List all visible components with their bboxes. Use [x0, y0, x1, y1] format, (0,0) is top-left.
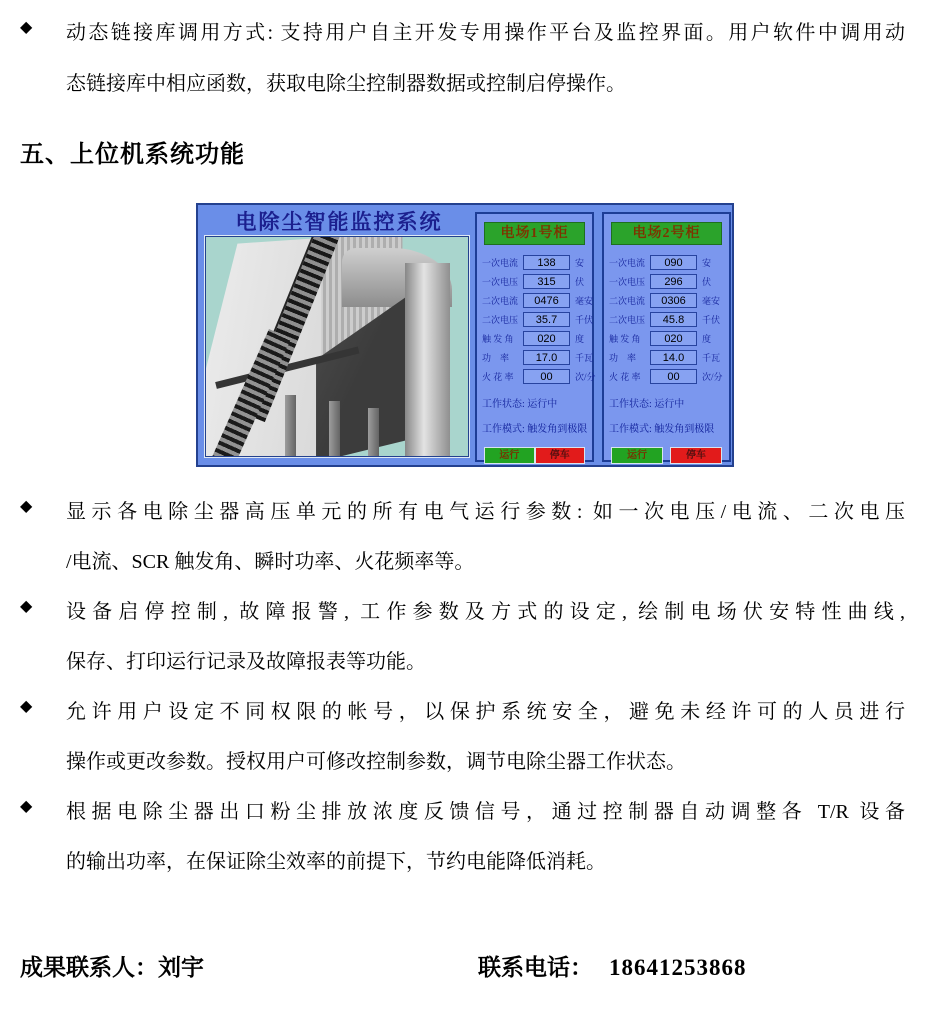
param-unit: 次/分: [702, 372, 723, 382]
param-value-box: 0306: [650, 293, 697, 308]
stop-button[interactable]: 停车: [670, 447, 722, 464]
param-value-box: 315: [523, 274, 570, 289]
document-page: [0, 8, 930, 1033]
param-label: 二次电压: [482, 315, 519, 325]
bullet-text-line: 态链接库中相应函数，获取电除尘控制器数据或控制启停操作。: [66, 73, 626, 95]
param-unit: 千瓦: [575, 353, 594, 363]
bullet-diamond-icon: ◆: [20, 598, 33, 615]
param-value-box: 0476: [523, 293, 570, 308]
bullet-diamond-icon: ◆: [20, 798, 33, 815]
contact-footer: [0, 949, 930, 982]
param-label: 火 花 率: [482, 372, 514, 382]
bullet-diamond-icon: ◆: [20, 698, 33, 715]
monitoring-system-screenshot: [196, 203, 734, 467]
intro-bullet-text: [66, 8, 905, 110]
param-label: 功 率: [609, 353, 637, 363]
bullet-text-line: /电流、SCR 触发角、瞬时功率、火花频率等。: [66, 551, 475, 573]
bullet-text-line: 操作或更改参数。授权用户可修改控制参数，调节电除尘器工作状态。: [66, 751, 686, 773]
bullet-text-line: 显示各电除尘器高压单元的所有电气运行参数: 如一次电压/电流、二次电压: [66, 501, 905, 523]
param-unit: 伏: [575, 277, 585, 287]
param-unit: 毫安: [575, 296, 594, 306]
phone-label: 联系电话：: [478, 954, 593, 980]
bullet-text-line: 保存、打印运行记录及故障报表等功能。: [66, 651, 426, 673]
param-row: [609, 291, 724, 310]
field-panel-1: [475, 212, 594, 462]
param-value-box: 020: [523, 331, 570, 346]
feature-bullet: [0, 587, 930, 687]
param-value-box: 090: [650, 255, 697, 270]
photo-support-column: [285, 395, 296, 456]
param-label: 火 花 率: [609, 372, 641, 382]
photo-support-column: [329, 401, 340, 456]
param-unit: 伏: [702, 277, 712, 287]
panel-1-title: 电场1号柜: [484, 222, 585, 245]
bullet-text-line: 的输出功率，在保证除尘效率的前提下，节约电能降低消耗。: [66, 851, 606, 873]
param-unit: 安: [702, 258, 712, 268]
param-value-box: 00: [650, 369, 697, 384]
contact-phone: [478, 949, 747, 982]
param-label: 二次电压: [609, 315, 646, 325]
param-label: 触 发 角: [482, 334, 514, 344]
param-row: [482, 291, 594, 310]
run-button[interactable]: 运行: [611, 447, 663, 464]
panel-2-buttons: [609, 447, 724, 464]
screenshot-title: 电除尘智能监控系统: [235, 210, 443, 234]
work-mode: 工作模式: 触发角到极限: [482, 424, 588, 435]
param-value-box: 17.0: [523, 350, 570, 365]
precipitator-photo: [205, 236, 469, 457]
param-label: 二次电流: [482, 296, 519, 306]
param-unit: 千瓦: [702, 353, 721, 363]
param-unit: 毫安: [702, 296, 721, 306]
param-row: [482, 310, 594, 329]
param-label: 一次电流: [609, 258, 646, 268]
panel-2-title: 电场2号柜: [611, 222, 722, 245]
feature-list: [0, 487, 930, 887]
param-unit: 度: [702, 334, 712, 344]
bullet-text-line: 允许用户设定不同权限的帐号，以保护系统安全，避免未经许可的人员进行: [66, 701, 905, 723]
contact-name: 刘宇: [158, 954, 204, 980]
param-label: 功 率: [482, 353, 510, 363]
param-label: 触 发 角: [609, 334, 641, 344]
param-unit: 千伏: [702, 315, 721, 325]
param-row: [482, 348, 594, 367]
run-button[interactable]: 运行: [484, 447, 535, 464]
work-status: 工作状态: 运行中: [609, 399, 685, 410]
param-row: [482, 253, 587, 272]
param-row: [609, 329, 724, 348]
intro-bullet: [0, 8, 930, 110]
bullet-diamond-icon: ◆: [20, 19, 33, 36]
param-label: 一次电压: [482, 277, 519, 287]
param-value-box: 45.8: [650, 312, 697, 327]
photo-support-column: [368, 408, 379, 456]
param-unit: 次/分: [575, 372, 596, 382]
contact-person: [20, 949, 478, 982]
param-row: [482, 329, 587, 348]
param-unit: 安: [575, 258, 585, 268]
param-row: [609, 310, 724, 329]
feature-bullet: [0, 487, 930, 587]
param-row: [609, 253, 724, 272]
param-label: 一次电压: [609, 277, 646, 287]
param-label: 二次电流: [609, 296, 646, 306]
param-value-box: 138: [523, 255, 570, 270]
param-value-box: 35.7: [523, 312, 570, 327]
work-mode: 工作模式: 触发角到极限: [609, 424, 715, 435]
param-row: [482, 367, 596, 386]
param-value-box: 00: [523, 369, 570, 384]
field-panel-2: [602, 212, 731, 462]
phone-number: 18641253868: [609, 955, 747, 980]
photo-pipe: [405, 263, 450, 456]
param-unit: 度: [575, 334, 585, 344]
stop-button[interactable]: 停车: [535, 447, 586, 464]
param-row: [609, 367, 724, 386]
param-value-box: 020: [650, 331, 697, 346]
bullet-text-line: 根据电除尘器出口粉尘排放浓度反馈信号，通过控制器自动调整各 T/R 设备: [66, 801, 905, 823]
param-value-box: 296: [650, 274, 697, 289]
contact-label: 成果联系人：: [20, 954, 158, 980]
bullet-diamond-icon: ◆: [20, 498, 33, 515]
work-status: 工作状态: 运行中: [482, 399, 558, 410]
feature-bullet: [0, 787, 930, 887]
param-row: [609, 272, 724, 291]
bullet-text-line: 动态链接库调用方式: 支持用户自主开发专用操作平台及监控界面。用户软件中调用动: [66, 22, 905, 44]
param-label: 一次电流: [482, 258, 519, 268]
param-row: [609, 348, 724, 367]
bullet-text-line: 设备启停控制, 故障报警, 工作参数及方式的设定, 绘制电场伏安特性曲线,: [66, 601, 905, 623]
section-heading: 五、上位机系统功能: [20, 141, 245, 168]
param-unit: 千伏: [575, 315, 594, 325]
feature-bullet: [0, 687, 930, 787]
param-value-box: 14.0: [650, 350, 697, 365]
param-row: [482, 272, 587, 291]
panel-1-buttons: [482, 447, 587, 464]
